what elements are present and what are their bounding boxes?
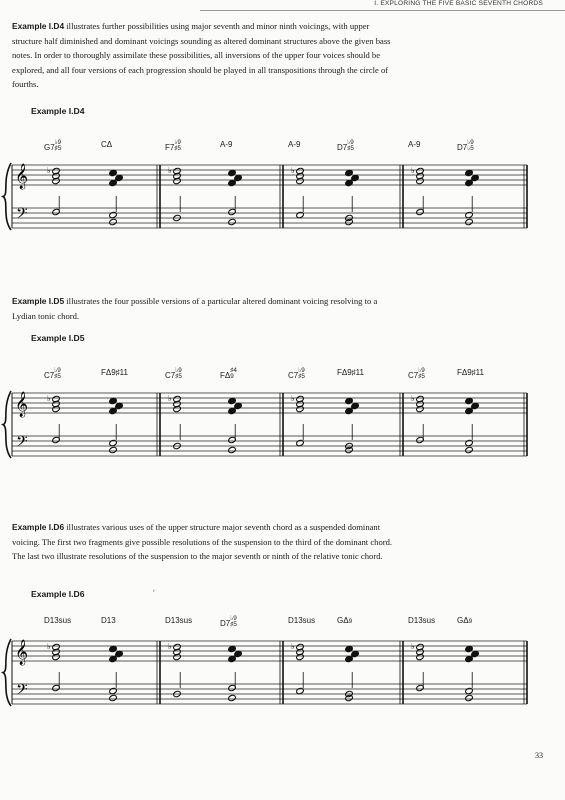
chord-symbol <box>44 616 71 625</box>
example-d6-label: Example I.D6 <box>31 589 85 599</box>
chord-symbol <box>220 616 237 628</box>
chord-symbol <box>44 140 61 152</box>
treble-note <box>109 169 118 176</box>
chord-root: FΔ9♯11 <box>337 368 364 377</box>
chord-alterations <box>230 616 237 628</box>
chord-alterations <box>54 368 61 380</box>
flat-icon: ♭ <box>168 394 172 403</box>
paragraph-d5-lead: Example I.D5 <box>12 296 65 306</box>
chord-symbol <box>408 140 420 149</box>
alteration-top: 9 <box>468 618 473 625</box>
chord-symbol <box>165 368 182 380</box>
alteration-top: ♭9 <box>467 139 474 146</box>
bass-note <box>296 687 305 694</box>
alteration-bottom: ♯5 <box>298 373 305 380</box>
chord-root: C7 <box>165 371 176 380</box>
chord-symbol <box>101 616 116 625</box>
paragraph-d6 <box>12 520 397 564</box>
bass-clef-icon: 𝄢 <box>16 205 28 226</box>
paragraph-d4 <box>12 19 397 92</box>
chord-root: C7 <box>408 371 419 380</box>
chord-root: GΔ <box>337 616 349 625</box>
bass-note <box>465 218 474 225</box>
brace-icon <box>3 639 11 706</box>
page-number: 33 <box>535 751 543 760</box>
chord-root: FΔ9♯11 <box>457 368 484 377</box>
treble-note <box>228 169 237 176</box>
chord-symbol <box>165 140 181 152</box>
chord-symbol <box>408 368 425 380</box>
bass-clef-icon: 𝄢 <box>16 681 28 702</box>
alteration-bottom: ♯5 <box>54 145 62 152</box>
alteration-bottom: ♯5 <box>54 373 61 380</box>
paragraph-d5-text: illustrates the four possible versions of a particular altered dominant voicing resolving to a Lydian tonic chord. <box>12 296 378 321</box>
chord-symbol <box>220 368 237 380</box>
chord-root: FΔ <box>220 371 231 380</box>
flat-icon: ♭ <box>411 642 415 651</box>
pencil-mark: ʹ <box>153 588 155 598</box>
chord-root: CΔ <box>101 140 113 149</box>
chord-alterations <box>175 368 182 380</box>
bass-note <box>296 439 305 446</box>
alteration-top: ♭9 <box>174 139 181 146</box>
chord-alterations <box>55 140 62 152</box>
treble-note <box>465 397 474 404</box>
treble-note <box>109 655 118 662</box>
chord-root: D13 <box>101 616 116 625</box>
chord-alterations <box>418 368 425 380</box>
treble-clef-icon: 𝄞 <box>15 392 29 417</box>
alteration-top: ♭9 <box>230 615 237 622</box>
chord-alterations <box>174 140 181 152</box>
treble-note <box>228 407 237 414</box>
grand-staff <box>0 130 565 250</box>
treble-note <box>345 655 354 662</box>
alteration-bottom: ♯5 <box>174 145 181 152</box>
chord-symbol <box>288 616 315 625</box>
flat-icon: ♭ <box>168 166 172 175</box>
treble-note <box>465 645 474 652</box>
example-d4-system <box>0 130 565 250</box>
chord-symbol <box>165 616 192 625</box>
example-d5-label: Example I.D5 <box>31 333 85 343</box>
treble-note <box>109 407 118 414</box>
example-d4-label: Example I.D4 <box>31 106 85 116</box>
chord-symbol <box>337 140 354 152</box>
chord-symbol <box>101 140 112 149</box>
chord-alterations <box>347 140 354 152</box>
alteration-bottom: ♯5 <box>175 373 182 380</box>
treble-clef-icon: 𝄞 <box>15 164 29 189</box>
treble-note <box>345 397 354 404</box>
alteration-top: ♭9 <box>347 139 354 146</box>
chord-symbol <box>337 368 364 377</box>
bass-note <box>109 211 118 218</box>
bass-note <box>109 687 118 694</box>
chord-root: A-9 <box>288 140 301 149</box>
paragraph-d6-lead: Example I.D6 <box>12 522 65 532</box>
brace-icon <box>3 391 11 458</box>
bass-note <box>465 446 474 453</box>
chord-root: D7 <box>457 143 468 152</box>
running-title: I. EXPLORING THE FIVE BASIC SEVENTH CHORDS <box>374 0 543 7</box>
bass-clef-icon: 𝄢 <box>16 433 28 454</box>
flat-icon: ♭ <box>291 166 295 175</box>
bass-note <box>109 446 118 453</box>
treble-note <box>345 407 354 414</box>
chord-alterations <box>230 368 237 380</box>
chord-root: GΔ <box>457 616 469 625</box>
alteration-bottom: ♯5 <box>347 145 354 152</box>
chord-root: D13sus <box>44 616 72 625</box>
chord-symbol <box>457 616 472 625</box>
flat-icon: ♭ <box>47 642 51 651</box>
alteration-top: 9 <box>348 618 353 625</box>
alteration-bottom: 9 <box>230 373 234 380</box>
bass-note <box>228 218 237 225</box>
brace-icon <box>3 163 11 230</box>
chord-root: D13sus <box>408 616 436 625</box>
bass-note <box>109 218 118 225</box>
alteration-top: ♭9 <box>54 139 62 146</box>
treble-note <box>109 397 118 404</box>
chord-symbol <box>288 140 300 149</box>
chord-symbol <box>337 616 352 625</box>
chord-root: G7 <box>44 143 55 152</box>
chord-root: C7 <box>288 371 299 380</box>
treble-note <box>228 397 237 404</box>
treble-note <box>345 179 354 186</box>
flat-icon: ♭ <box>47 394 51 403</box>
flat-icon: ♭ <box>47 166 51 175</box>
treble-note <box>465 179 474 186</box>
chord-symbol <box>457 368 484 377</box>
bass-note <box>465 211 474 218</box>
treble-note <box>228 645 237 652</box>
alteration-top: ♭9 <box>175 367 182 374</box>
chord-root: F7 <box>165 143 175 152</box>
chord-symbol <box>44 368 61 380</box>
treble-clef-icon: 𝄞 <box>15 640 29 665</box>
chord-alterations <box>467 140 473 152</box>
chord-root: D13sus <box>288 616 316 625</box>
flat-icon: ♭ <box>411 166 415 175</box>
treble-note <box>465 407 474 414</box>
alteration-top: ♭9 <box>54 367 61 374</box>
alteration-top: ♭9 <box>298 367 305 374</box>
chord-root: A-9 <box>408 140 421 149</box>
chord-symbol <box>288 368 305 380</box>
grand-staff <box>0 606 565 726</box>
example-d6-system <box>0 606 565 726</box>
flat-icon: ♭ <box>291 394 295 403</box>
treble-note <box>345 169 354 176</box>
bass-note <box>465 687 474 694</box>
chord-symbol <box>408 616 435 625</box>
alteration-bottom: ♭5 <box>467 145 474 152</box>
chord-symbol <box>101 368 128 377</box>
chord-alterations <box>298 368 305 380</box>
chord-root: D7 <box>337 143 348 152</box>
bass-note <box>465 439 474 446</box>
paragraph-d5 <box>12 294 397 323</box>
treble-note <box>465 655 474 662</box>
treble-note <box>345 645 354 652</box>
example-d5-system <box>0 358 565 478</box>
treble-note <box>228 179 237 186</box>
paragraph-d4-text: illustrates further possibilities using major seventh and minor ninth voicings, with upper structure half diminished and dominant voicings sounding as altered dominant structures above the given bass notes. In order to thoroughly assimilate these possibilities, all inversions of the upper four voices should be explored, and all four versions of each progression should be played in all transpositions through the circle of fourths. <box>12 21 391 90</box>
flat-icon: ♭ <box>411 394 415 403</box>
flat-icon: ♭ <box>291 642 295 651</box>
chord-symbol <box>457 140 474 152</box>
chord-root: D7 <box>220 619 231 628</box>
treble-note <box>228 655 237 662</box>
alteration-top: ♯4 <box>230 367 237 374</box>
alteration-bottom: ♯5 <box>418 373 425 380</box>
paragraph-d4-lead: Example I.D4 <box>12 21 65 31</box>
bass-note <box>228 446 237 453</box>
bass-note <box>296 211 305 218</box>
bass-note <box>465 694 474 701</box>
flat-icon: ♭ <box>168 642 172 651</box>
treble-note <box>109 645 118 652</box>
chord-root: D13sus <box>165 616 193 625</box>
treble-note <box>465 169 474 176</box>
treble-note <box>109 179 118 186</box>
chord-root: A-9 <box>220 140 233 149</box>
chord-symbol <box>220 140 232 149</box>
paragraph-d6-text: illustrates various uses of the upper structure major seventh chord as a suspended dominant voicing. The first two fragments give possible resolutions of the suspension to the third of the dominant chord. The last two illustrate resolutions of the suspension to the major seventh or ninth of the relative tonic chord. <box>12 522 393 562</box>
chord-root: C7 <box>44 371 55 380</box>
bass-note <box>228 694 237 701</box>
alteration-bottom: ♯5 <box>230 621 237 628</box>
chord-alterations <box>349 619 353 625</box>
bass-note <box>109 439 118 446</box>
bass-note <box>109 694 118 701</box>
alteration-top: ♭9 <box>418 367 425 374</box>
chord-root: FΔ9♯11 <box>101 368 128 377</box>
chord-alterations <box>469 619 473 625</box>
header-rule <box>200 10 565 11</box>
